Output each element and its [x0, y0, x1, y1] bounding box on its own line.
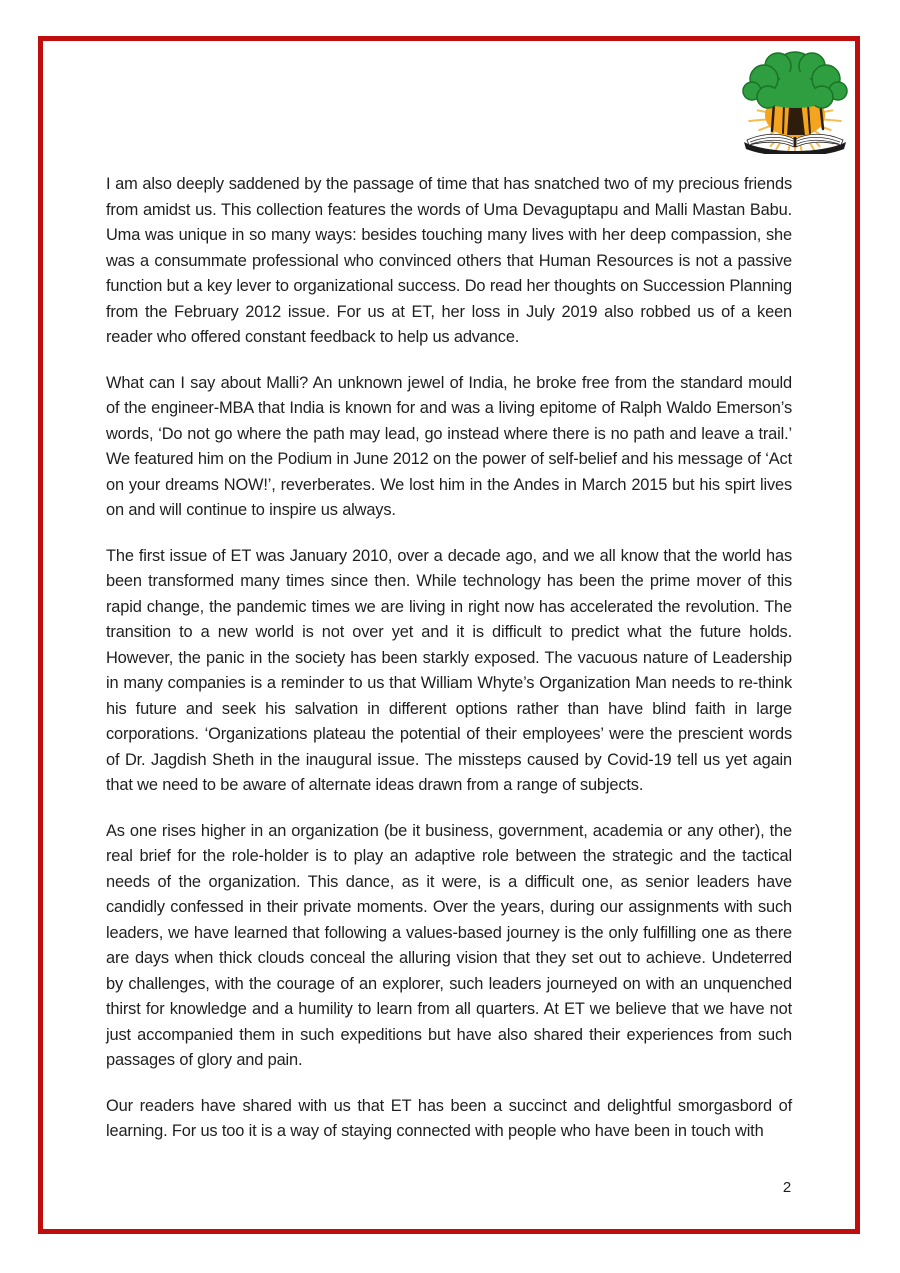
tree-book-logo-image: [738, 48, 852, 154]
document-body: [106, 172, 792, 1165]
page-number: 2: [782, 1179, 792, 1196]
paragraph-4: As one rises higher in an organization (be it business, government, academia or any other), the real brief for the role-holder is to play an adaptive role between the strategic and the tactical needs of the organization. This dance, as it were, is a difficult one, as senior leaders have candidly confessed in their private moments. Over the years, during our assignments with such leaders, we have learned that following a values-based journey is the only fulfilling one as there are days when thick clouds conceal the alluring vision that they set out to achieve. Undeterred by challenges, with the courage of an explorer, such leaders journeyed on with an unquenched thirst for knowledge and a humility to learn from all quarters. At ET we believe that we have not just accompanied them in such expeditions but have also shared their experiences from such passages of glory and pain.: [106, 821, 792, 1069]
paragraph-1: I am also deeply saddened by the passage of time that has snatched two of my precious friends from amidst us. This collection features the words of Uma Devaguptapu and Malli Mastan Babu. Uma was unique in so many ways: besides touching many lives with her deep compassion, she was a consummate professional who convinced others that Human Resources is not a passive function but a key lever to organizational success. Do read her thoughts on Succession Planning from the February 2012 issue. For us at ET, her loss in July 2019 also robbed us of a keen reader who offered constant feedback to help us advance.: [106, 175, 792, 346]
tree-canopy-icon: [743, 52, 847, 108]
paragraph-5: Our readers have shared with us that ET has been a succinct and delightful smorgasbord of learning. For us too it is a way of staying connected with people who have been in touch with: [106, 1096, 792, 1140]
tree-book-logo: [738, 48, 852, 154]
paragraph-3: The first issue of ET was January 2010, over a decade ago, and we all know that the world has been transformed many times since then. While technology has been the prime mover of this rapid change, the pandemic times we are living in right now has accelerated the revolution. The transition to a new world is not over yet and it is difficult to predict what the future holds. However, the panic in the society has been starkly exposed. The vacuous nature of Leadership in many companies is a reminder to us that William Whyte’s Organization Man needs to re-think his future and seek his salvation in different options rather than have blind faith in large corporations. ‘Organizations plateau the potential of their employees’ were the prescient words of Dr. Jagdish Sheth in the inaugural issue. The missteps caused by Covid-19 tell us yet again that we need to be aware of alternate ideas drawn from a range of subjects.: [106, 546, 792, 794]
paragraph-2: What can I say about Malli? An unknown jewel of India, he broke free from the standard mould of the engineer-MBA that India is known for and was a living epitome of Ralph Waldo Emerson’s words, ‘Do not go where the path may lead, go instead where there is no path and leave a trail.’ We featured him on the Podium in June 2012 on the power of self-belief and his message of ‘Act on your dreams NOW!’, reverberates. We lost him in the Andes in March 2015 but his spirt lives on and will continue to inspire us always.: [106, 373, 792, 519]
open-book-icon: [744, 134, 846, 154]
